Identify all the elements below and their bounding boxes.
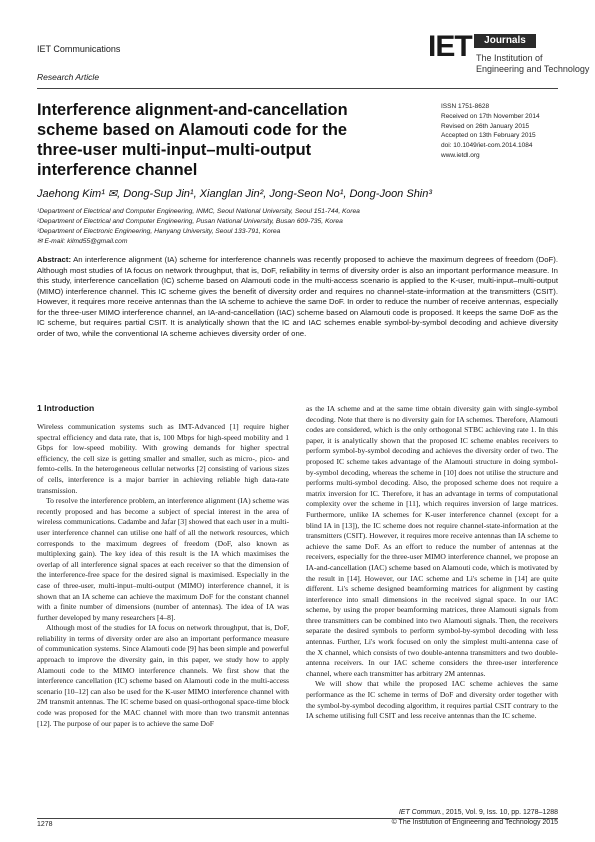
affiliation-2: ²Department of Electrical and Computer Engineering, Pusan National University, Busan 609-735, Korea [37,218,343,225]
issn: ISSN 1751-8628 [441,103,490,110]
article-type: Research Article [37,72,100,82]
header-divider [37,88,558,89]
affiliation-1: ¹Department of Electrical and Computer Engineering, INMC, Seoul National University, Seoul 151-744, Korea [37,208,360,215]
journal-name: IET Communications [37,44,121,54]
paragraph: Although most of the studies for IA focus on network throughput, that is, DoF, reliability in terms of diversity order are also an important performance measure of communication systems. Since Alamouti code [9] has been simple and powerful approach to improve the diversity gain, in this paper, we study how to apply Alamouti code to the MIMO interference channels. We first show that the interference cancellation (IC) scheme based on Alamouti code in the multi-access scenario [10–12] can also be used for the K-user MIMO interference channel with 2M transmit antennas. The IC scheme based on quasi-orthogonal space-time block code was proposed for the MAC channel with more than two transmit antennas [12]. The purpose of our paper is to achieve the same DoF [37,623,289,728]
logo-org-line-1: The Institution of [476,53,543,63]
footer-divider [37,818,558,819]
page-number: 1278 [37,821,53,828]
copyright: © The Institution of Engineering and Technology 2015 [391,819,558,826]
abstract-label: Abstract: [37,255,72,264]
abstract [37,255,558,339]
accepted-date: Accepted on 13th February 2015 [441,132,536,140]
iet-journals-logo [428,30,590,82]
logo-org-line-2: Engineering and Technology [476,64,590,74]
body-column-left [37,422,289,729]
body-column-right [306,404,558,722]
citation-journal: IET Commun. [398,809,443,816]
doi-link[interactable]: doi: 10.1049/iet-com.2014.1084 [441,142,533,150]
revised-date: Revised on 26th January 2015 [441,122,530,130]
paragraph: To resolve the interference problem, an interference alignment (IA) scheme was recently proposed and has become a subject of special interest in the area of wireless communications. Cadambe and Jafar [3] showed that each user in a multi-user interference channel can utilise one half of all the network resources, which corresponds to the maximum degrees of freedom (DoF, also known as multiplexing gain). The key idea of this result is the IA which maximises the overlap of all interference signal spaces at each receiver so that the dimension of the interference-free space for the desired signal is maximised. Especially in the case of three-user, multi-input–multi-output (MIMO) interference channel, it is shown that an IA scheme can achieve the maximum DoF for the constant channel with a finite number of dimensions (number of antennas). The idea of IA was further developed by many researchers [4–8]. [37,496,289,622]
paper-title: Interference alignment-and-cancellation scheme based on Alamouti code for the three-user multi-input–multi-output interference channel [37,101,348,179]
received-date: Received on 17th November 2014 [441,112,540,120]
logo-iet-text: IET [428,30,472,63]
affiliations [37,207,360,247]
website-link[interactable]: www.ietdl.org [441,151,480,159]
section-heading-introduction: 1 Introduction [37,403,95,413]
abstract-text: An interference alignment (IA) scheme for interference channels was recently proposed to achieve the maximum degrees of freedom (DoF). Although most studies of IA focus on network throughput, that is, DoF, reliability in terms of diversity order is also an important performance measure. In this study, interference cancellation (IC) scheme based on Alamouti code in the multi-access scenario is applied to the K-user, multi-input–multi-output (MIMO) interference channel. This IC scheme gives the benefit of diversity order and requires no channel-state-information at the transmitters (CSIT). However, it requires more receive antennas than the IA scheme to achieve the same DoF. In order to reduce the number of receive antennas, especially for the three-user MIMO interference channel, an IA-and-cancellation (IAC) scheme based on Alamouti code is proposed. It keeps the same DoF as the IC scheme, but requires partial CSIT. It is analytically shown that the IC and IAC schemes enable symbol-by-symbol decoding and achieve diversity order of two, while the conventional IA scheme achieves diversity order of one. [37,255,558,338]
article-metadata [441,102,540,161]
paragraph: Wireless communication systems such as IMT-Advanced [1] require higher spectral efficiency and data rate, that is, 100 Mbps for high-speed mobility and 1 Gbps for low-speed mobility. With growing demands for higher spectral efficiency, the cell size is getting smaller and smaller, such as micro-, pico- and femto-cells. In the heterogeneous cellular networks [2] consisting of various sizes of cells, interference is a major barrier in achieving reliable high data-rate transmission. [37,422,289,495]
affiliation-3: ³Department of Electronic Engineering, Hanyang University, Seoul 133-791, Korea [37,228,281,235]
author-list: Jaehong Kim¹ ✉, Dong-Sup Jin¹, Xianglan Jin², Jong-Seon No¹, Dong-Joon Shin³ [37,188,433,200]
paragraph: as the IA scheme and at the same time obtain diversity gain with single-symbol decoding. Note that there is no diversity gain for IA schemes. Therefore, Alamouti codes are considered, which is the only orthogonal STBC achieving rate 1. In this paper, it is analytically shown that the proposed IC scheme enables receivers to perform symbol-by-symbol decoding and achieves the diversity order of two. The proposed IC scheme takes advantage of the Alamouti structure in doing symbol-by-symbol decoding, whereas the scheme in [10] does not utilise the structure and performs multi-symbol decoding. Also, the proposed scheme does not require a matrix inversion for IC. Therefore, it has an advantage in terms of computational complexity over the scheme in [11], which requires inversion of large matrices. Furthermore, unlike IA schemes for K-user interference channel (except for a blind IA in [13]), the IC scheme does not require channel-state-information at the transmitters (CSIT). However, it requires more receive antennas than IA scheme to achieve the same DoF. As an effort to reduce the number of antennas at the receivers, especially for the three-user MIMO interference channel, we propose an IA-and-cancellation (IAC) scheme based on Alamouti code, which is motivated by the result in [14]. However, our IAC scheme and Li's scheme in [14] are quite different. Li's scheme designed beamforming matrices for alignment by casting interference into small dimensions in the received signal space. In our IAC scheme, by using the proper beamforming matrices, three Alamouti signals from three transmitters can be combined into two Alamouti signals. Then, the receivers separate the desired symbols to perform symbol-by-symbol decoding with less antennas. Further, Li's work focused on only the simplest multi-antenna case of the X channel, which consists of two double-antenna transmitters and two double-antenna receivers. In our IAC scheme considers the three-user interference channel, where each transmitter has arbitrary 2M antennas. [306,404,558,678]
paragraph: We will show that while the proposed IAC scheme achieves the same performance as the IC scheme in terms of DoF and diversity order together with the symbol-by-symbol decoding algorithm, it requires partial CSIT contrary to the IA scheme utilising full CSIT and less receive antennas than the IC scheme. [306,679,558,721]
logo-journals-badge: Journals [474,34,536,48]
corresponding-email[interactable]: ✉ E-mail: kilmd55@gmail.com [37,238,128,245]
citation-details: , 2015, Vol. 9, Iss. 10, pp. 1278–1288 [442,809,558,816]
